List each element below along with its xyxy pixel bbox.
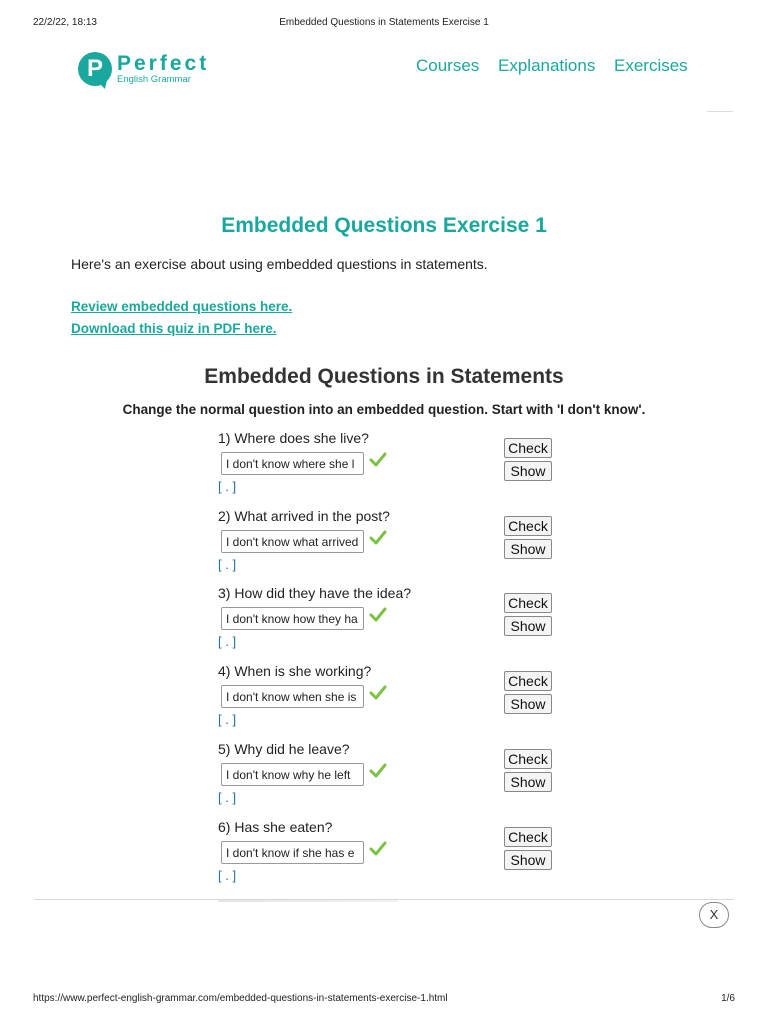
answer-input[interactable]: [221, 685, 364, 708]
logo-subtitle: English Grammar: [117, 74, 191, 85]
print-footer: [0, 993, 768, 1007]
pdf-download-link[interactable]: Download this quiz in PDF here.: [71, 321, 277, 336]
print-datetime: 22/2/22, 18:13: [33, 17, 97, 28]
answer-result: [ . ]: [218, 868, 237, 883]
answer-input[interactable]: [221, 452, 364, 475]
exercise-title: Embedded Questions in Statements: [204, 365, 564, 388]
show-button[interactable]: Show: [504, 694, 552, 714]
show-button[interactable]: Show: [504, 616, 552, 636]
logo-badge-icon: P: [78, 52, 112, 86]
answer-input[interactable]: [221, 841, 364, 864]
intro-text: Here's an exercise about using embedded questions in statements.: [71, 256, 488, 272]
page-title: Embedded Questions Exercise 1: [221, 214, 547, 237]
show-button[interactable]: Show: [504, 772, 552, 792]
show-button[interactable]: Show: [504, 850, 552, 870]
question-text: 6) Has she eaten?: [218, 819, 333, 835]
print-page-number: 1/6: [721, 993, 735, 1004]
check-button[interactable]: Check: [504, 827, 552, 847]
question-text: 4) When is she working?: [218, 663, 372, 679]
answer-result: [ . ]: [218, 479, 237, 494]
question-item: [0, 663, 768, 741]
nav-courses[interactable]: Courses: [416, 56, 480, 75]
checkmark-icon: [369, 529, 387, 547]
print-page-title: Embedded Questions in Statements Exercise 1: [279, 17, 489, 28]
question-text: 3) How did they have the idea?: [218, 585, 412, 601]
question-item: [0, 585, 768, 663]
check-button[interactable]: Check: [504, 593, 552, 613]
show-button[interactable]: Show: [504, 461, 552, 481]
answer-input[interactable]: [221, 763, 364, 786]
nav-explanations[interactable]: Explanations: [498, 56, 596, 75]
check-button[interactable]: Check: [504, 749, 552, 769]
check-button[interactable]: Check: [504, 516, 552, 536]
checkmark-icon: [369, 684, 387, 702]
question-text: 2) What arrived in the post?: [218, 508, 390, 524]
print-header: [0, 17, 768, 31]
answer-result: [ . ]: [218, 712, 237, 727]
site-logo[interactable]: [78, 52, 218, 92]
question-text: 5) Why did he leave?: [218, 741, 350, 757]
answer-result: [ . ]: [218, 790, 237, 805]
question-text: 1) Where does she live?: [218, 430, 369, 446]
answer-input[interactable]: [221, 607, 364, 630]
question-item: [0, 819, 768, 897]
check-button[interactable]: Check: [504, 438, 552, 458]
close-button[interactable]: X: [699, 902, 729, 928]
question-item: [0, 508, 768, 586]
checkmark-icon: [369, 840, 387, 858]
answer-input[interactable]: [221, 530, 364, 553]
check-button[interactable]: Check: [504, 671, 552, 691]
nav-exercises[interactable]: Exercises: [614, 56, 688, 75]
print-url: https://www.perfect-english-grammar.com/embedded-questions-in-statements-exercise-1.html: [33, 993, 448, 1004]
review-link[interactable]: Review embedded questions here.: [71, 299, 293, 314]
logo-word: Perfect: [117, 52, 210, 75]
answer-result: [ . ]: [218, 557, 237, 572]
question-item: [0, 741, 768, 819]
nav-divider: [707, 111, 733, 112]
question-item: [0, 430, 768, 508]
checkmark-icon: [369, 606, 387, 624]
checkmark-icon: [369, 762, 387, 780]
logo-badge-tail: [96, 80, 107, 89]
show-button[interactable]: Show: [504, 539, 552, 559]
exercise-instructions: Change the normal question into an embedded question. Start with 'I don't know'.: [122, 402, 646, 417]
sticky-bar-divider: [34, 899, 734, 900]
answer-result: [ . ]: [218, 634, 237, 649]
checkmark-icon: [369, 451, 387, 469]
